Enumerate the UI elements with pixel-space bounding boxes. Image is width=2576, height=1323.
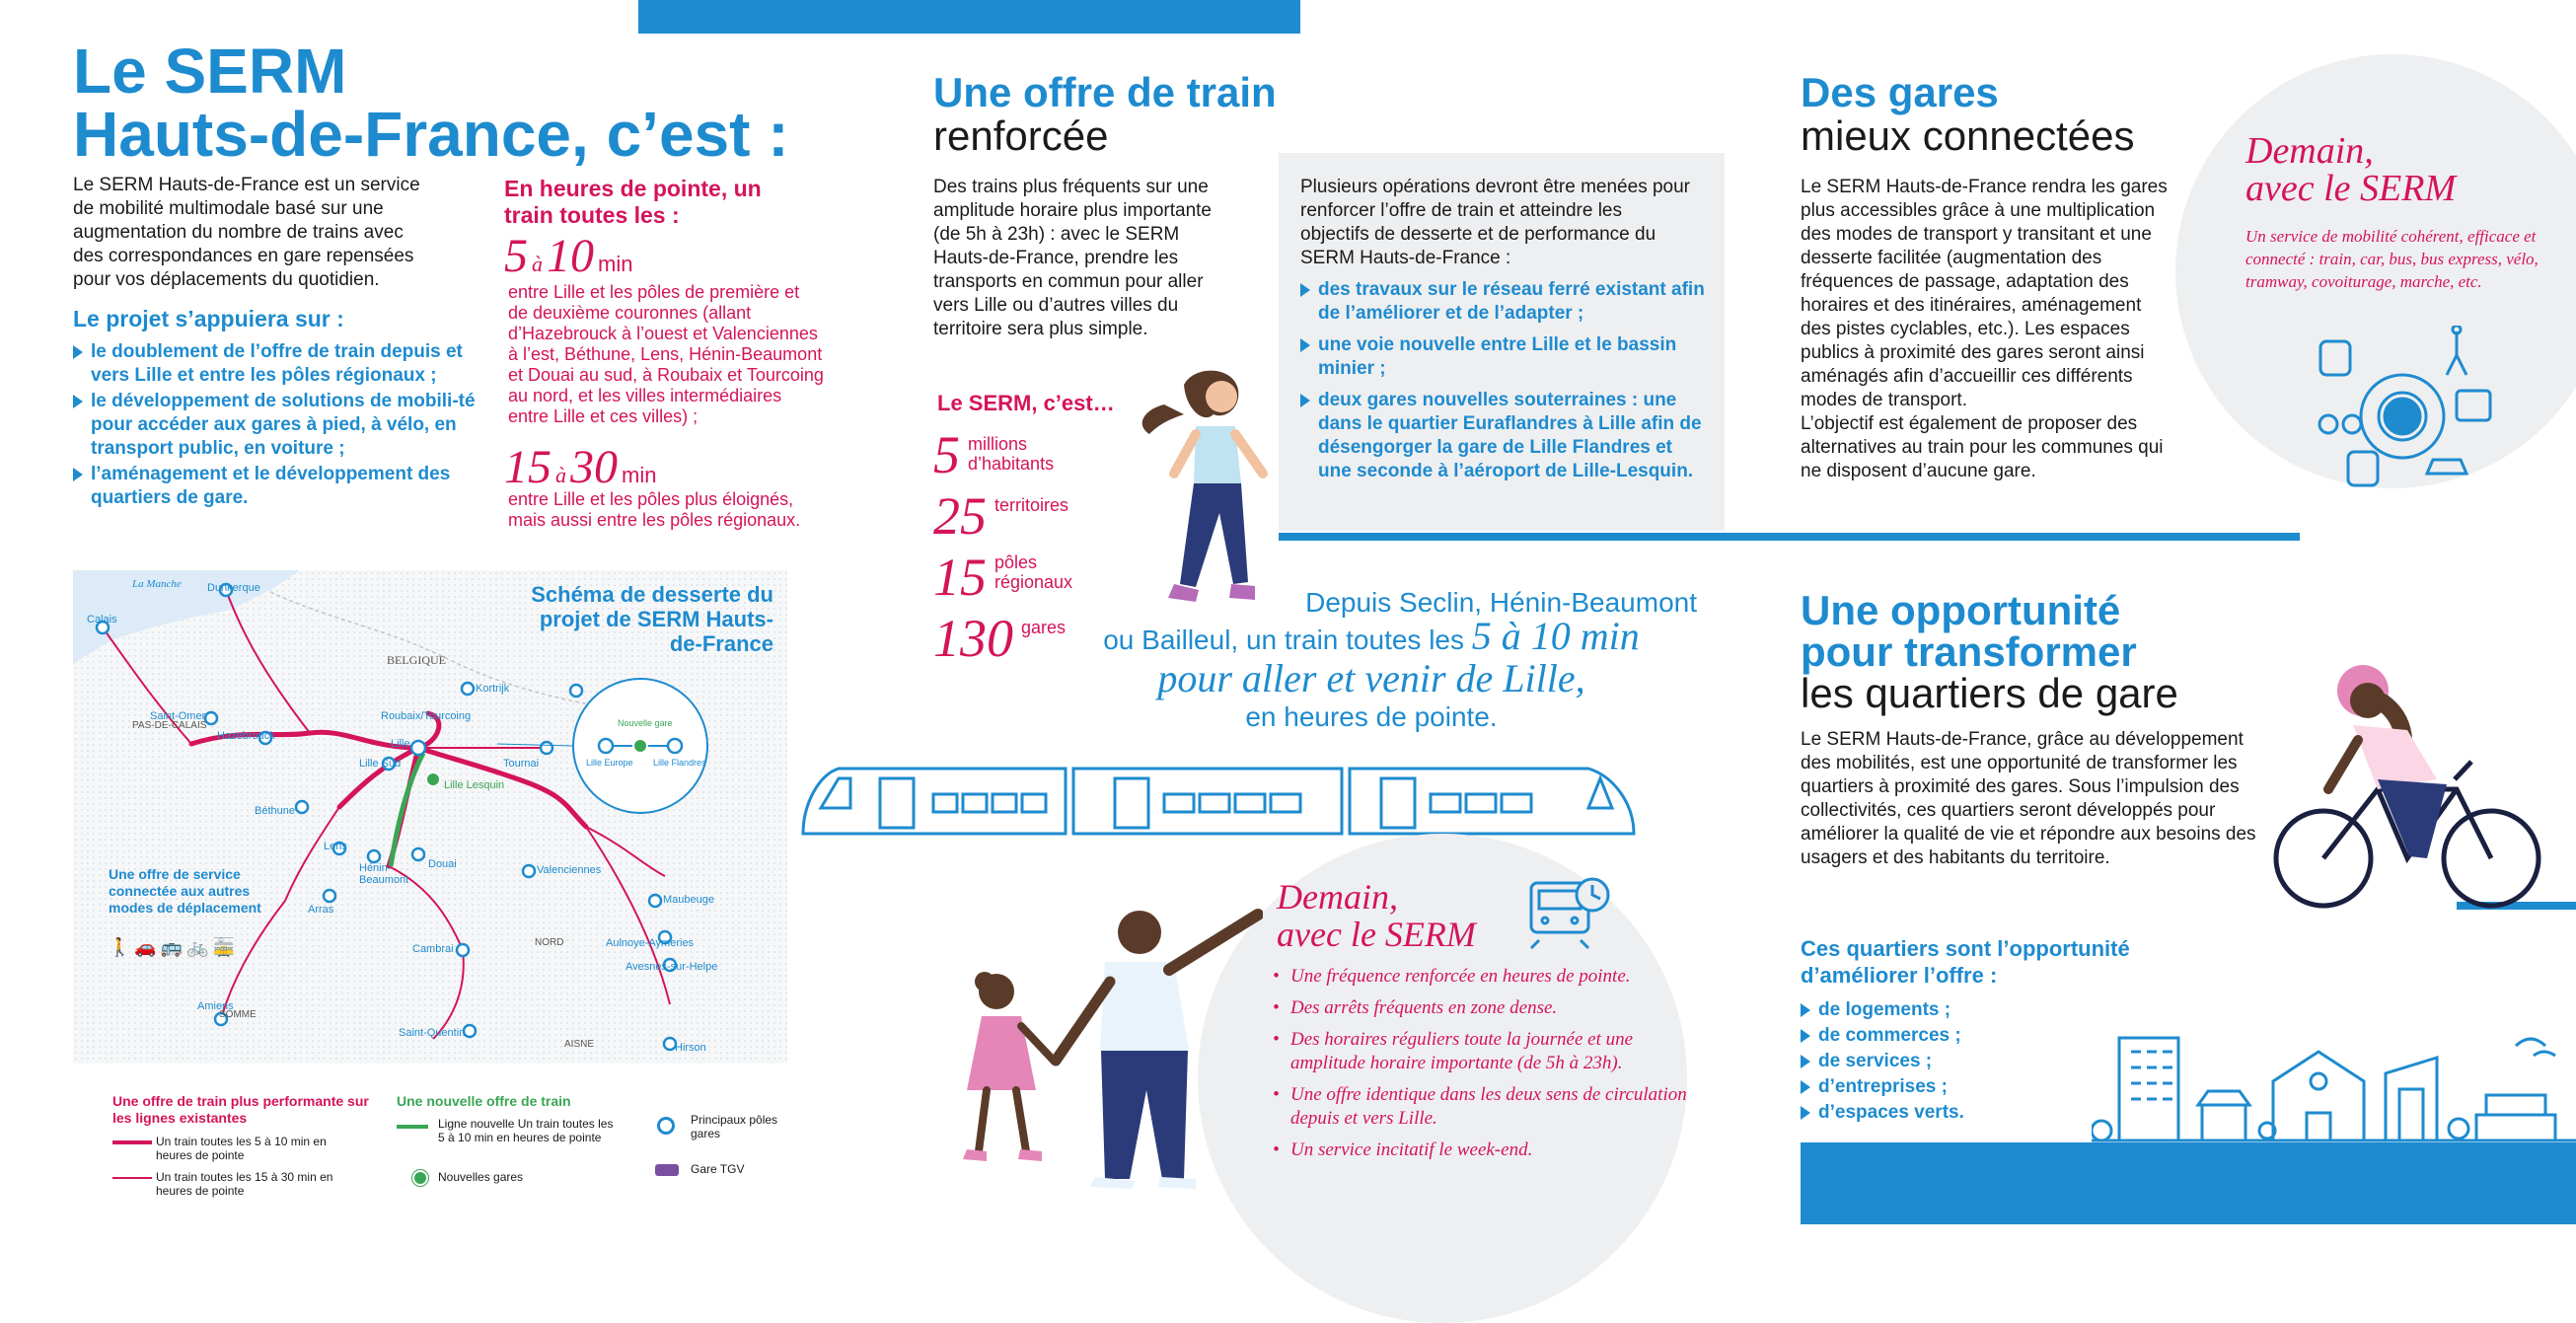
legend-main-gares: Principaux pôles gares xyxy=(691,1113,778,1140)
seclin-text xyxy=(1046,586,1697,734)
seclin-line1: Depuis Seclin, Hénin-Beaumont xyxy=(1305,587,1697,618)
city-label: Roubaix/Tourcoing xyxy=(381,710,472,722)
freq-15-30 xyxy=(504,440,656,494)
opp-title xyxy=(1801,587,2178,716)
demain-title-2-line1: Demain, xyxy=(2245,130,2374,172)
city-label: Saint-Omer xyxy=(150,710,206,722)
legend-perf-title: Une offre de train plus performante sur les lignes existantes xyxy=(112,1093,369,1126)
bike-icon: 🚲 xyxy=(186,937,213,957)
seclin-line2 xyxy=(1046,614,1697,658)
freq-unit: min xyxy=(622,463,657,487)
city-label: Avesnes-sur-Helpe xyxy=(626,961,718,973)
inset-label: Lille Flandres xyxy=(653,758,706,768)
main-title-line2: Hauts-de-France, c’est : xyxy=(73,99,789,170)
seclin-line2a: ou Bailleul, un train toutes les xyxy=(1103,625,1464,655)
stat-label: gares xyxy=(1021,618,1067,637)
col3-title xyxy=(1801,71,2135,158)
city-buildings-illustration xyxy=(2092,1026,2576,1144)
cyclist-illustration xyxy=(2259,631,2576,918)
freq-num: 5 xyxy=(504,230,528,282)
quartiers-title: Ces quartiers sont l’opportunité d’améliorer l’offre : xyxy=(1801,936,2130,988)
stat-label: millions d’habitants xyxy=(968,434,1055,474)
seclin-line3: pour aller et venir de Lille, xyxy=(1157,656,1585,700)
father-child-illustration xyxy=(927,893,1263,1189)
projet-list xyxy=(73,340,478,512)
stat-number: 130 xyxy=(933,609,1013,668)
col2-intro: Des trains plus fréquents sur une amplitude horaire plus importante (de 5h à 23h) : avec le SERM Hauts-de-France, prendre les transports en commun pour aller vers Lille ou d’autres villes du territoire sera plus simple. xyxy=(933,177,1212,339)
desserte-map xyxy=(73,570,787,1064)
tram-icon: 🚋 xyxy=(212,937,240,957)
col2-title xyxy=(933,71,1277,158)
demain-title-line1: Demain, xyxy=(1277,877,1398,917)
bus-icon: 🚌 xyxy=(160,937,187,957)
col3-intro xyxy=(1801,176,2175,483)
city-label: Tournai xyxy=(503,758,540,770)
freq-5-10 xyxy=(504,229,632,283)
operations-item: une voie nouvelle entre Lille et le bassin minier ; xyxy=(1300,333,1705,381)
tgv-icon xyxy=(655,1164,679,1176)
city-label: Lens xyxy=(324,841,347,852)
quartiers-item: de logements ; xyxy=(1801,998,2057,1022)
freq-num: 15 xyxy=(504,441,552,493)
col3-title-line1: Des gares xyxy=(1801,69,1999,115)
blue-divider xyxy=(1279,533,2300,541)
operations-list xyxy=(1300,278,1705,485)
legend-new-station-icon xyxy=(412,1170,428,1186)
inset-title: Nouvelle gare xyxy=(618,718,673,728)
legend-thick-swatch xyxy=(112,1140,152,1144)
freq-15-30-desc: entre Lille et les pôles plus éloignés, mais aussi entre les pôles régionaux. xyxy=(508,489,801,530)
bottom-blue-band xyxy=(1801,1142,2576,1224)
freq-num: 30 xyxy=(570,441,618,493)
city-label: Béthune xyxy=(255,805,295,817)
walking-woman-illustration xyxy=(1125,365,1283,622)
city-label: Hazebrouck xyxy=(217,730,275,742)
demain-item: • Des horaires réguliers toute la journée et une amplitude horaire importante (de 5h à 23h). xyxy=(1273,1028,1687,1075)
stat-number: 25 xyxy=(933,486,987,546)
freq-mid: à xyxy=(555,463,566,487)
col3-title-line2: mieux connectées xyxy=(1801,112,2135,159)
city-label: Hirson xyxy=(675,1042,706,1054)
city-label: Lille Sud xyxy=(359,758,402,770)
pointe-title: En heures de pointe, un train toutes les : xyxy=(504,176,762,228)
seclin-line4: en heures de pointe. xyxy=(1245,701,1498,732)
quartiers-list xyxy=(1801,998,2057,1127)
projet-item: l’aménagement et le développement des quartiers de gare. xyxy=(73,463,478,510)
demain-item: • Un service incitatif le week-end. xyxy=(1273,1139,1687,1162)
city-label: Dunkerque xyxy=(207,582,260,594)
city-label: Kortrijk xyxy=(476,683,510,695)
demain-item: • Une fréquence renforcée en heures de pointe. xyxy=(1273,965,1687,989)
serm-intro: Le SERM Hauts-de-France est un service de mobilité multimodale basé sur une augmentation du nombre de trains avec des correspondances en gare repensées pour vos déplacements du quotidien. xyxy=(73,175,420,290)
legend-new-title: Une nouvelle offre de train xyxy=(397,1093,571,1109)
freq-mid: à xyxy=(532,252,543,276)
region-label: SOMME xyxy=(219,1009,257,1020)
quartiers-item: de commerces ; xyxy=(1801,1024,2057,1048)
city-label: Valenciennes xyxy=(537,864,602,876)
city-label: Douai xyxy=(428,858,457,870)
legend-green-swatch xyxy=(397,1125,428,1129)
modes-icons xyxy=(109,937,239,958)
inset-label: Lille Europe xyxy=(586,758,633,768)
sea-label: La Manche xyxy=(132,578,182,590)
serm-title: Le SERM, c’est… xyxy=(937,391,1115,415)
opp-text: Le SERM Hauts-de-France, grâce au développement des mobilités, est une opportunité de transformer les quartiers à proximité des gares. Sous l’impulsion des collectivités, ces quartiers seront développés pour améliorer la qualité de vie et répondre aux besoins des usagers et des habitants du territoire. xyxy=(1801,729,2256,868)
freq-num: 10 xyxy=(547,230,594,282)
legend-thin-swatch xyxy=(112,1177,152,1179)
freq-5-10-desc: entre Lille et les pôles de première et de deuxième couronnes (allant d’Hazebrouck à l’ouest et Valenciennes à l’est, Béthune, Lens, Hénin-Beaumont et Douai au sud, à Roubaix et Tourcoing au nord, et les villes intermédiaires entre Lille et ces villes) ; xyxy=(508,282,824,426)
stat-label: pôles régionaux xyxy=(994,552,1073,592)
col2-title-line2: renforcée xyxy=(933,112,1109,159)
demain-title-2-line2: avec le SERM xyxy=(2245,168,2457,209)
demain-title-line2: avec le SERM xyxy=(1277,915,1476,954)
demain-item: • Des arrêts fréquents en zone dense. xyxy=(1273,996,1687,1020)
freq-unit: min xyxy=(598,252,633,276)
connect-label: Une offre de service connectée aux autres modes de déplacement xyxy=(109,866,261,916)
city-label: Lille Lesquin xyxy=(444,779,505,791)
stat-number: 5 xyxy=(933,425,960,484)
train-clock-icon xyxy=(1525,873,1614,952)
operations-intro: Plusieurs opérations devront être menées pour renforcer l’offre de train et atteindre les objectifs de desserte et de performance du SERM Hauts-de-France : xyxy=(1300,177,1691,268)
col3-intro-p1: Le SERM Hauts-de-France rendra les gares plus accessibles grâce à une multiplication des modes de transport y transitant et une desserte facilitée (augmentation des fréquences de passage, adaptation des horaires et des itinéraires, aménagement des pistes cyclables, etc.). Les espaces publics à proximité des gares seront ainsi aménagés afin d’accueillir ces différents modes de transport. xyxy=(1801,177,2168,410)
car-icon: 🚗 xyxy=(134,937,161,957)
region-label: PAS-DE-CALAIS xyxy=(132,720,207,731)
city-label: Hénin-Beaumont xyxy=(359,862,409,886)
col2-title-line1: Une offre de train xyxy=(933,69,1277,115)
map-title: Schéma de desserte du projet de SERM Hauts-de-France xyxy=(531,582,773,656)
city-label: Calais xyxy=(87,614,117,625)
stat-label: territoires xyxy=(994,495,1069,515)
projet-title: Le projet s’appuiera sur : xyxy=(73,306,344,331)
opp-title-line1: Une opportunité xyxy=(1801,587,2121,633)
legend-main-station-icon xyxy=(657,1117,675,1135)
region-label: AISNE xyxy=(564,1039,595,1050)
city-label: Aulnoye-Aymeries xyxy=(606,937,695,949)
city-label: Amiens xyxy=(197,1000,234,1012)
main-title-line1: Le SERM xyxy=(73,36,347,107)
demain-title-2 xyxy=(2245,132,2456,207)
new-station-marker xyxy=(426,772,440,786)
projet-item: le développement de solutions de mobili-té pour accéder aux gares à pied, à vélo, en transport public, en voiture ; xyxy=(73,390,478,461)
demain-item: • Une offre identique dans les deux sens de circulation depuis et vers Lille. xyxy=(1273,1083,1687,1131)
city-label: Saint-Quentin xyxy=(399,1027,466,1039)
quartiers-item: d’entreprises ; xyxy=(1801,1075,2057,1099)
operations-item: deux gares nouvelles souterraines : une dans le quartier Euraflandres à Lille afin de désengorger la gare de Lille Flandres et une seconde à l’aéroport de Lille-Lesquin. xyxy=(1300,389,1705,483)
city-label: Lille xyxy=(391,738,410,750)
seclin-line2b: 5 à 10 min xyxy=(1471,614,1640,658)
operations-item: des travaux sur le réseau ferré existant afin de l’améliorer et de l’adapter ; xyxy=(1300,278,1705,326)
top-accent-bar xyxy=(638,0,1300,34)
demain-list xyxy=(1273,965,1687,1170)
legend-new-1: Ligne nouvelle Un train toutes les 5 à 10 min en heures de pointe xyxy=(438,1117,614,1144)
projet-item: le doublement de l’offre de train depuis et vers Lille et entre les pôles régionaux ; xyxy=(73,340,478,388)
city-label: Maubeuge xyxy=(663,894,714,906)
stat-number: 15 xyxy=(933,548,987,607)
belgique-label: BELGIQUE xyxy=(387,653,446,667)
legend-new-2: Nouvelles gares xyxy=(438,1170,524,1184)
col3-intro-p2: L’objectif est également de proposer des alternatives au train pour les communes qui ne disposent d’aucune gare. xyxy=(1801,413,2164,481)
demain-2-desc: Un service de mobilité cohérent, efficace et connecté : train, car, bus, bus express, vélo, tramway, covoiturage, marche, etc. xyxy=(2245,227,2539,291)
opp-title-line2: pour transformer xyxy=(1801,628,2137,675)
city-label: Cambrai xyxy=(412,943,454,955)
opp-title-line3: les quartiers de gare xyxy=(1801,670,2178,716)
legend-perf-1: Un train toutes les 5 à 10 min en heures de pointe xyxy=(156,1135,327,1162)
legend-tgv: Gare TGV xyxy=(691,1162,745,1176)
quartiers-item: de services ; xyxy=(1801,1050,2057,1073)
main-title xyxy=(73,36,789,170)
demain-title xyxy=(1277,878,1476,953)
train-illustration xyxy=(799,765,1638,836)
mobility-hub-icon xyxy=(2309,326,2496,493)
legend-perf-2: Un train toutes les 15 à 30 min en heures de pointe xyxy=(156,1170,333,1198)
walk-icon: 🚶 xyxy=(109,937,135,957)
quartiers-item: d’espaces verts. xyxy=(1801,1101,2057,1125)
region-label: NORD xyxy=(535,937,564,948)
city-label: Arras xyxy=(308,904,334,916)
